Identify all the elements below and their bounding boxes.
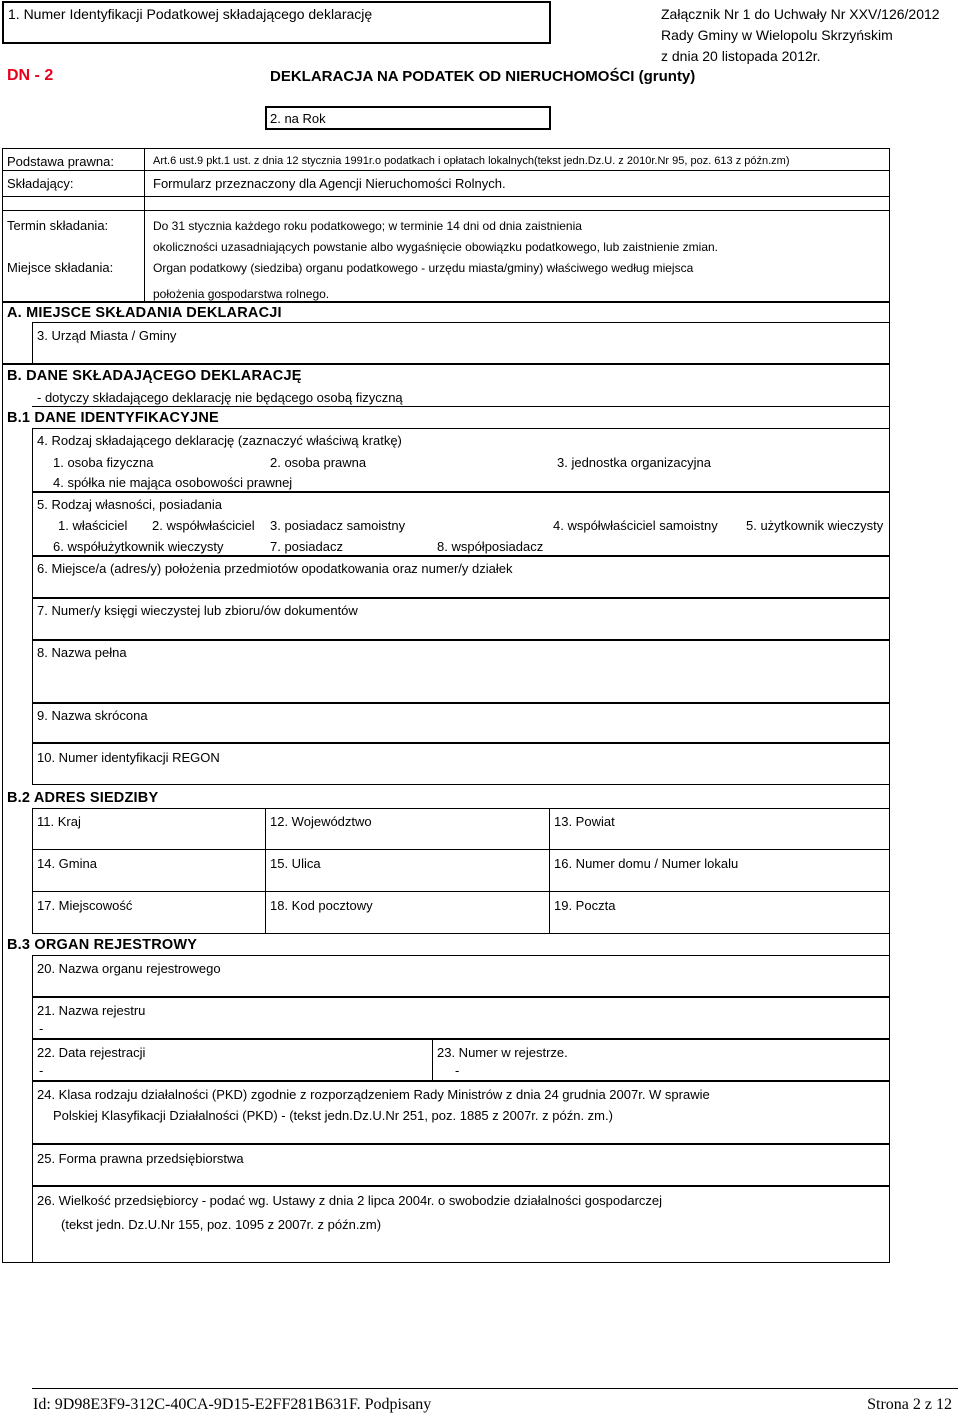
registry-name-label: 21. Nazwa rejestru xyxy=(37,1003,146,1018)
ownership-label: 5. Rodzaj własności, posiadania xyxy=(37,497,222,512)
ownership-option-6[interactable]: 6. współużytkownik wieczysty xyxy=(53,539,224,554)
county-label: 13. Powiat xyxy=(554,814,615,829)
annex-line3: z dnia 20 listopada 2012r. xyxy=(661,48,821,64)
location-label: 6. Miejsce/a (adres/y) położenia przedmiotów opodatkowania oraz numer/y działek xyxy=(37,561,513,576)
filer-label: Składający: xyxy=(7,176,74,191)
registration-date-value: - xyxy=(39,1063,44,1078)
section-b-title: B. DANE SKŁADAJĄCEGO DEKLARACJĘ xyxy=(7,368,302,384)
section-a-title: A. MIEJSCE SKŁADANIA DEKLARACJI xyxy=(7,305,282,321)
year-label: 2. na Rok xyxy=(270,111,326,126)
full-name-label: 8. Nazwa pełna xyxy=(37,645,127,660)
form-code: DN - 2 xyxy=(7,67,54,84)
municipality-label: 14. Gmina xyxy=(37,856,97,871)
filer-type-option-2[interactable]: 2. osoba prawna xyxy=(270,455,367,470)
basis-text: Art.6 ust.9 pkt.1 ust. z dnia 12 stycznia 1991r.o podatkach i opłatach lokalnych(tekst jedn.Dz.U. z 2010r.Nr 95, poz. 613 z późn.zm) xyxy=(153,155,790,167)
registry-name-field[interactable] xyxy=(32,997,890,1039)
filer-type-option-4[interactable]: 4. spółka nie mająca osobowości prawnej xyxy=(53,475,293,490)
section-b-subtitle: - dotyczy składającego deklarację nie będącego osobą fizyczną xyxy=(37,390,403,405)
registration-date-label: 22. Data rejestracji xyxy=(37,1045,146,1060)
document-id: Id: 9D98E3F9-312C-40CA-9D15-E2FF281B631F. Podpisany xyxy=(33,1396,432,1413)
filer-text: Formularz przeznaczony dla Agencji Nieruchomości Rolnych. xyxy=(153,176,506,191)
place-line1: Organ podatkowy (siedziba) organu podatkowego - urzędu miasta/gminy) właściwego według miejsca xyxy=(153,261,694,275)
full-name-field[interactable] xyxy=(32,640,890,703)
place-label: Miejsce składania: xyxy=(7,260,114,275)
form-title: DEKLARACJA NA PODATEK OD NIERUCHOMOŚCI (grunty) xyxy=(270,68,696,85)
company-size-label-line1: 26. Wielkość przedsiębiorcy - podać wg. Ustawy z dnia 2 lipca 2004r. o swobodzie działalności gospodarczej xyxy=(37,1193,663,1208)
post-office-label: 19. Poczta xyxy=(554,898,616,913)
postal-code-label: 18. Kod pocztowy xyxy=(270,898,373,913)
registry-name-value: - xyxy=(39,1021,44,1036)
country-label: 11. Kraj xyxy=(37,814,81,829)
legal-form-label: 25. Forma prawna przedsiębiorstwa xyxy=(37,1151,244,1166)
filer-type-label: 4. Rodzaj składającego deklarację (zaznaczyć właściwą kratkę) xyxy=(37,433,402,448)
city-label: 17. Miejscowość xyxy=(37,898,133,913)
basis-label: Podstawa prawna: xyxy=(7,154,114,169)
ownership-option-1[interactable]: 1. właściciel xyxy=(58,518,128,533)
annex-line2: Rady Gminy w Wielopolu Skrzyńskim xyxy=(661,27,893,43)
company-size-label-line2: (tekst jedn. Dz.U.Nr 155, poz. 1095 z 2007r. z późn.zm) xyxy=(61,1217,382,1232)
registry-number-value: - xyxy=(455,1063,460,1078)
street-label: 15. Ulica xyxy=(270,856,321,871)
deadline-line2: okoliczności uzasadniających powstanie albo wygaśnięcie obowiązku podatkowego, lub zaistnienie zmian. xyxy=(153,240,718,254)
pkd-label-line2: Polskiej Klasyfikacji Działalności (PKD) - (tekst jedn.Dz.U.Nr 251, poz. 1885 z 2007r. z późn. zm.) xyxy=(53,1108,613,1123)
footer-divider xyxy=(32,1388,958,1389)
page-number: Strona 2 z 12 xyxy=(867,1396,952,1413)
ownership-option-3[interactable]: 3. posiadacz samoistny xyxy=(270,518,406,533)
ownership-option-2[interactable]: 2. współwłaściciel xyxy=(152,518,255,533)
b3-title: B.3 ORGAN REJESTROWY xyxy=(7,937,198,953)
deadline-label: Termin składania: xyxy=(7,218,109,233)
b2-title: B.2 ADRES SIEDZIBY xyxy=(7,790,159,806)
deadline-line1: Do 31 stycznia każdego roku podatkowego; w terminie 14 dni od dnia zaistnienia xyxy=(153,219,582,233)
ownership-option-7[interactable]: 7. posiadacz xyxy=(270,539,343,554)
voivodeship-label: 12. Województwo xyxy=(270,814,372,829)
short-name-field[interactable] xyxy=(32,703,890,743)
b1-title: B.1 DANE IDENTYFIKACYJNE xyxy=(7,410,219,426)
registry-organ-label: 20. Nazwa organu rejestrowego xyxy=(37,961,221,976)
house-number-label: 16. Numer domu / Numer lokalu xyxy=(554,856,739,871)
ownership-option-5[interactable]: 5. użytkownik wieczysty xyxy=(746,518,884,533)
short-name-label: 9. Nazwa skrócona xyxy=(37,708,148,723)
office-label: 3. Urząd Miasta / Gminy xyxy=(37,328,177,343)
land-register-label: 7. Numer/y księgi wieczystej lub zbioru/ów dokumentów xyxy=(37,603,358,618)
annex-line1: Załącznik Nr 1 do Uchwały Nr XXV/126/2012 xyxy=(661,6,940,22)
nip-label: 1. Numer Identyfikacji Podatkowej składającego deklarację xyxy=(8,6,373,22)
regon-label: 10. Numer identyfikacji REGON xyxy=(37,750,220,765)
filer-type-option-1[interactable]: 1. osoba fizyczna xyxy=(53,455,154,470)
ownership-option-4[interactable]: 4. współwłaściciel samoistny xyxy=(553,518,718,533)
ownership-option-8[interactable]: 8. współposiadacz xyxy=(437,539,544,554)
pkd-label-line1: 24. Klasa rodzaju działalności (PKD) zgodnie z rozporządzeniem Rady Ministrów z dnia 24 grudnia 2007r. W sprawie xyxy=(37,1087,710,1102)
place-line2: położenia gospodarstwa rolnego. xyxy=(153,287,330,301)
registry-number-label: 23. Numer w rejestrze. xyxy=(437,1045,568,1060)
filer-type-option-3[interactable]: 3. jednostka organizacyjna xyxy=(557,455,711,470)
